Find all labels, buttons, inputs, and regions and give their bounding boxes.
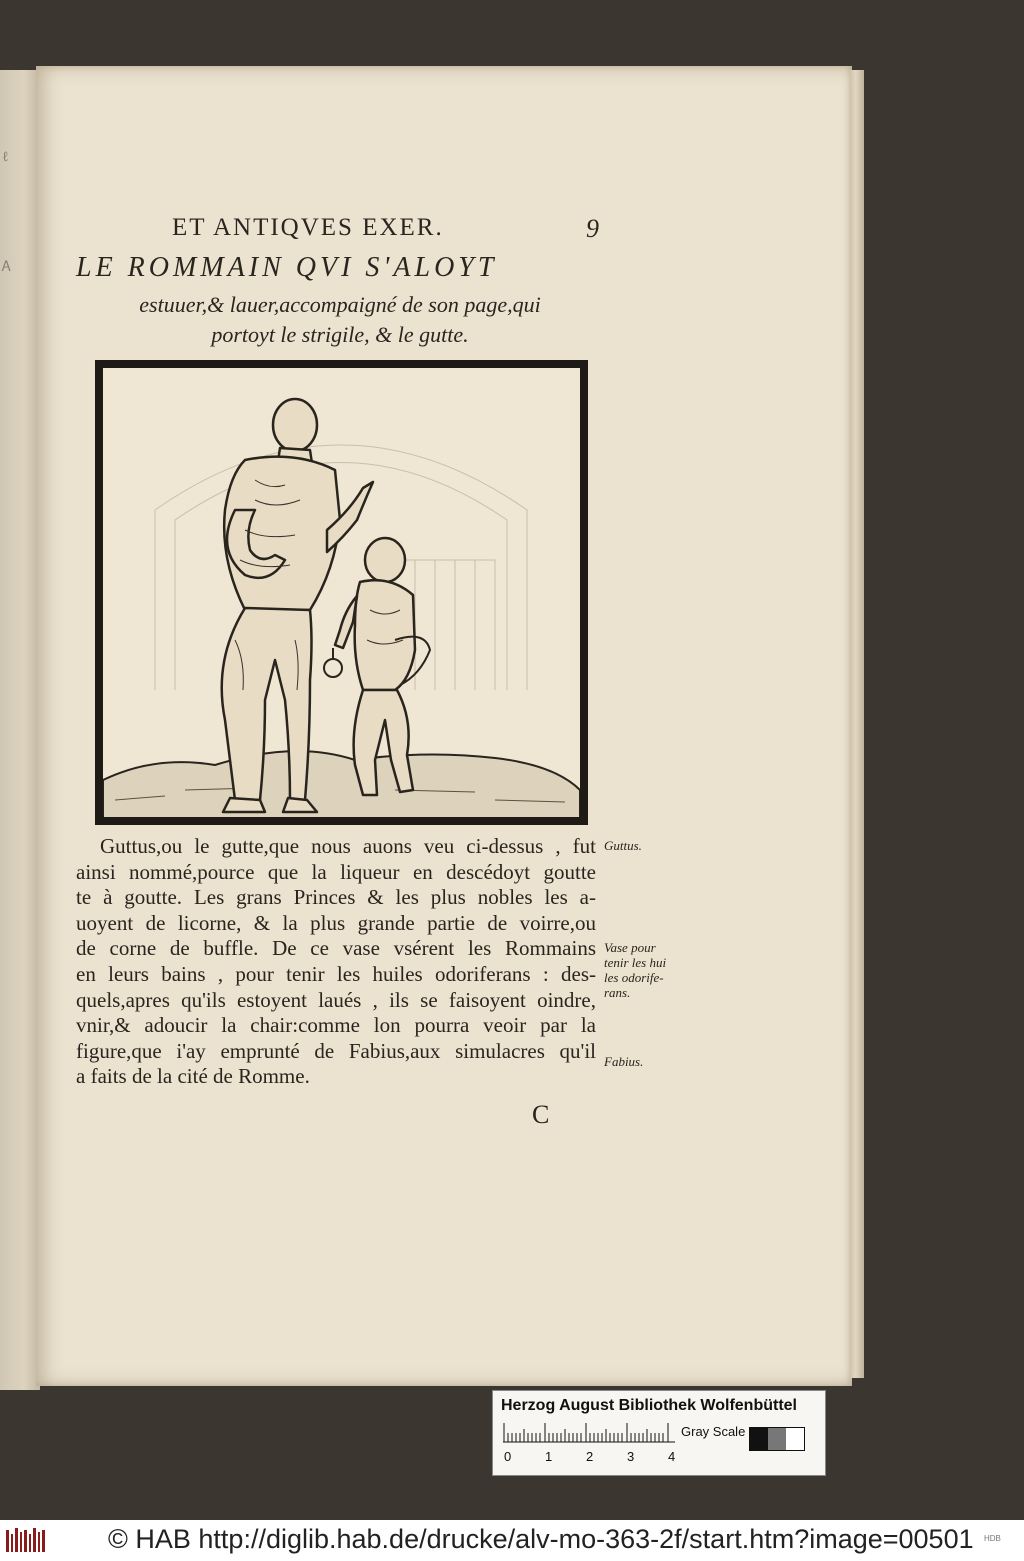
margin-note-fabius: Fabius. <box>604 1054 644 1069</box>
previous-page-edge: ℓ Ꭺ <box>0 70 40 1390</box>
gray-scale-swatch <box>749 1427 805 1451</box>
body-line: uoyent de licorne, & la plus grande partie de voirre,ou <box>76 910 596 935</box>
margin-note-line: Vase pour <box>604 940 656 955</box>
chapter-title: LE ROMMAIN QVI S'ALOYT <box>76 252 498 283</box>
page-fore-edge <box>850 70 864 1378</box>
footer-copyright-link[interactable]: © HAB http://diglib.hab.de/drucke/alv-mo-363-2f/start.htm?image=00501 <box>108 1524 974 1554</box>
body-line: Guttus,ou le gutte,que nous auons veu ci-dessus , fut <box>100 834 596 858</box>
body-line: figure,que i'ay emprunté de Fabius,aux simulacres qu'il <box>76 1038 596 1063</box>
ruler-number: 4 <box>668 1449 676 1464</box>
page-number: 9 <box>586 214 599 243</box>
body-line: de corne de buffle. De ce vase vsérent les Rommains <box>76 936 596 961</box>
chapter-subtitle-line: portoyt le strigile, & le gutte. <box>211 322 469 347</box>
body-line: en leurs bains , pour tenir les huiles odoriferans : des- <box>76 961 596 986</box>
margin-note-guttus: Guttus. <box>604 838 642 853</box>
hab-label-title: Herzog August Bibliothek Wolfenbüttel <box>501 1397 797 1414</box>
ruler-number: 0 <box>504 1449 512 1464</box>
body-line: a faits de la cité de Romme. <box>76 1064 310 1089</box>
ruler-number: 2 <box>586 1449 594 1464</box>
gray-scale-label: Gray Scale <box>681 1424 746 1439</box>
ruler-number: 1 <box>545 1449 553 1464</box>
hab-color-label <box>492 1390 826 1476</box>
margin-note-vase <box>604 940 666 1000</box>
body-line: ainsi nommé,pource que la liqueur en descédoyt goutte <box>76 859 596 884</box>
hab-logo-icon <box>6 1528 46 1554</box>
signature-mark: C <box>532 1100 550 1129</box>
footer-small-mark: HDB <box>984 1534 1001 1543</box>
running-head: ET ANTIQVES EXER. <box>172 214 444 241</box>
chapter-subtitle-line: estuuer,& lauer,accompaigné de son page,qui <box>139 292 541 317</box>
margin-note-line: tenir les hui <box>604 955 667 970</box>
body-line: te à goutte. Les grans Princes & les plus nobles les a- <box>76 885 596 910</box>
footer-bar <box>0 1520 1024 1561</box>
body-line: vnir,& adoucir la chair:comme lon pourra veoir par la <box>76 1013 596 1038</box>
margin-note-line: les odorife- <box>604 970 664 985</box>
ruler-scale <box>503 1421 675 1443</box>
body-line: quels,apres qu'ils estoyent laués , ils se faisoyent oindre, <box>76 987 596 1012</box>
woodcut-illustration <box>95 360 588 825</box>
ruler-number: 3 <box>627 1449 635 1464</box>
body-text <box>76 834 596 1090</box>
margin-note-line: rans. <box>604 985 631 1000</box>
